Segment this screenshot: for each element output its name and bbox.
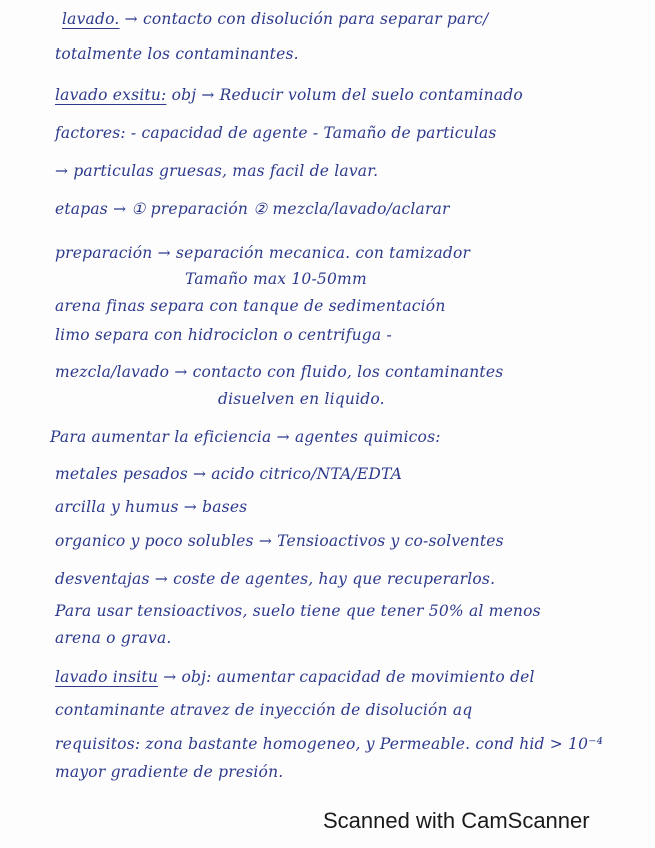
note-line-10: limo separa con hidrociclon o centrifuga - <box>55 326 392 344</box>
note-line-12: disuelven en liquido. <box>218 390 385 408</box>
note-line-22: requisitos: zona bastante homogeneo, y Permeable. cond hid > 10⁻⁴ <box>55 735 604 753</box>
camscanner-watermark: Scanned with CamScanner <box>323 808 590 833</box>
note-line-1 <box>0 10 655 28</box>
note-line-11: mezcla/lavado → contacto con fluido, los contaminantes <box>55 363 504 381</box>
note-line-8: Tamaño max 10-50mm <box>185 270 367 288</box>
note-line-21: contaminante atravez de inyección de disolución aq <box>55 701 473 719</box>
note-line-17: desventajas → coste de agentes, hay que recuperarlos. <box>55 570 496 588</box>
note-line-4: factores: - capacidad de agente - Tamaño de particulas <box>55 124 497 142</box>
note-line-5: → particulas gruesas, mas facil de lavar. <box>55 162 379 180</box>
note-line-9: arena finas separa con tanque de sedimentación <box>55 297 446 315</box>
note-line-3 <box>0 86 655 104</box>
note-text: obj → Reducir volum del suelo contaminado <box>171 86 523 104</box>
heading-lavado-exsitu: lavado exsitu: <box>55 86 167 104</box>
note-line-7: preparación → separación mecanica. con tamizador <box>55 244 471 262</box>
note-line-13: Para aumentar la eficiencia → agentes quimicos: <box>50 428 441 446</box>
heading-lavado-insitu: lavado insitu <box>55 668 159 686</box>
note-line-16: organico y poco solubles → Tensioactivos y co-solventes <box>55 532 504 550</box>
note-line-6: etapas → ① preparación ② mezcla/lavado/aclarar <box>55 200 450 218</box>
note-line-15: arcilla y humus → bases <box>55 498 248 516</box>
note-line-23: mayor gradiente de presión. <box>55 763 284 781</box>
note-text: → obj: aumentar capacidad de movimiento del <box>163 668 535 686</box>
note-line-2: totalmente los contaminantes. <box>55 45 299 63</box>
note-line-20 <box>0 668 655 686</box>
note-line-18: Para usar tensioactivos, suelo tiene que tener 50% al menos <box>55 602 541 620</box>
heading-lavado: lavado. <box>62 10 120 28</box>
note-text: → contacto con disolución para separar parc/ <box>124 10 489 28</box>
note-line-19: arena o grava. <box>55 629 172 647</box>
note-line-14: metales pesados → acido citrico/NTA/EDTA <box>55 465 403 483</box>
